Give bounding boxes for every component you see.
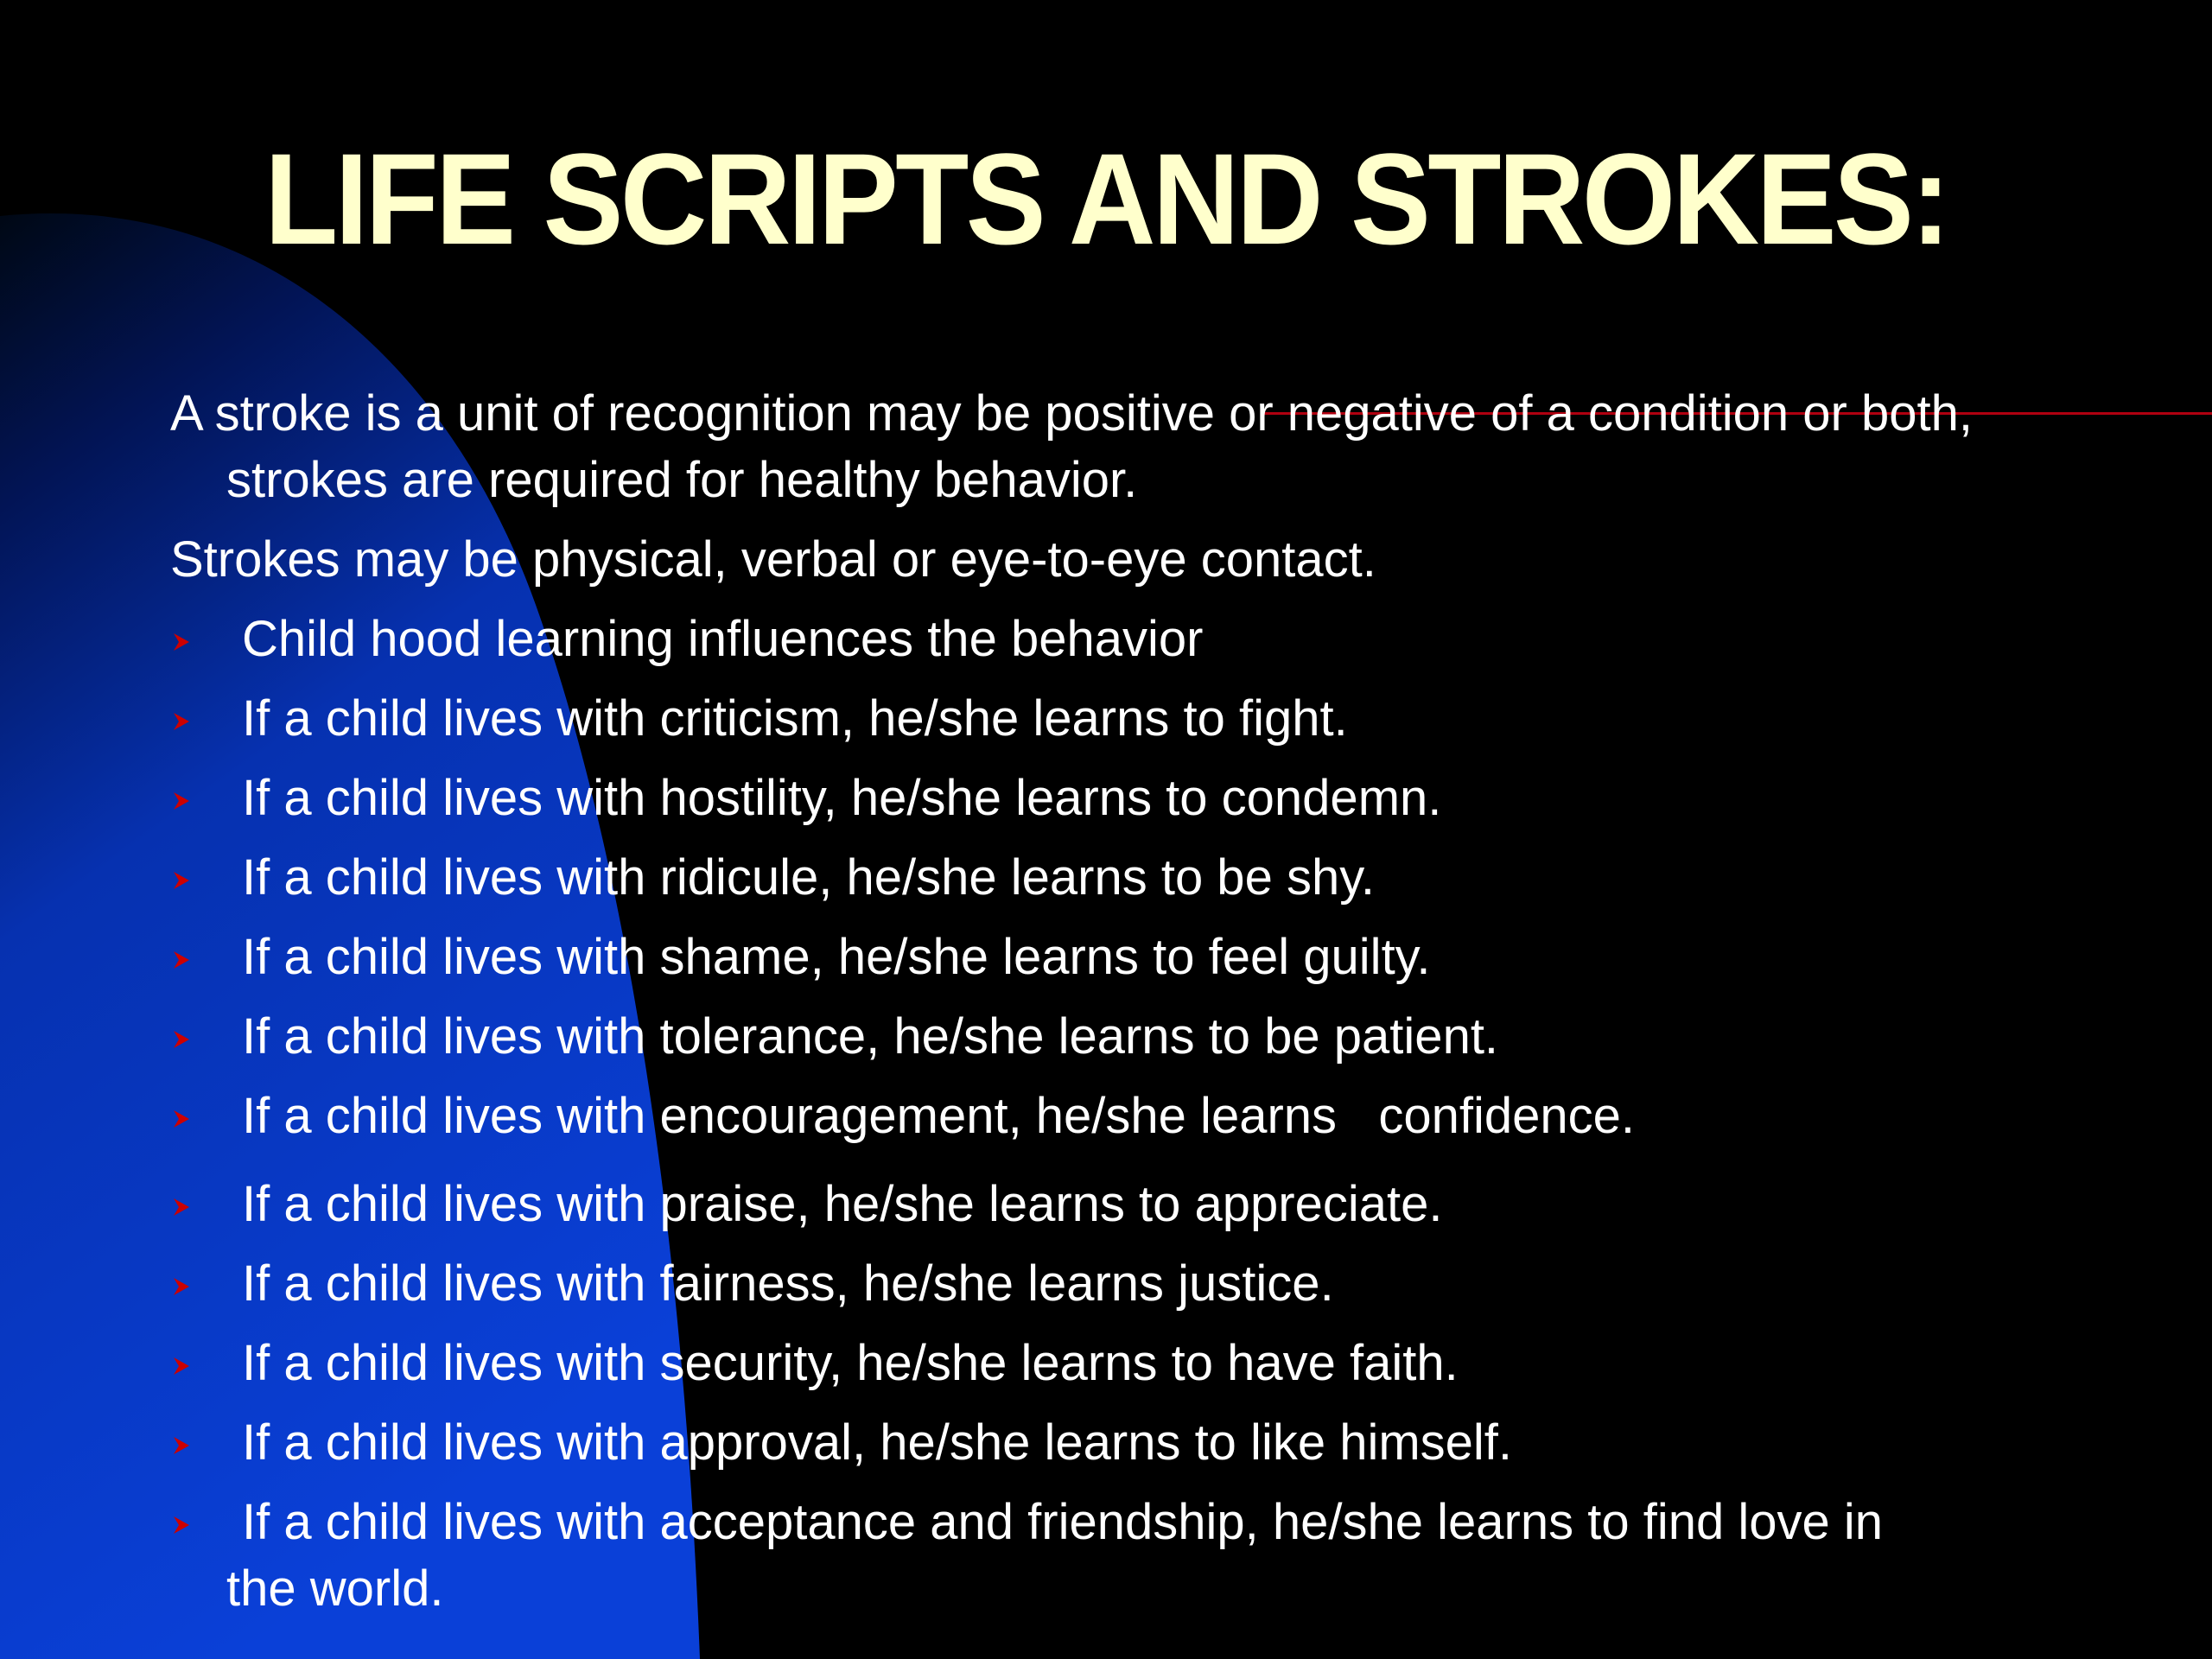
bullet-text: If a child lives with security, he/she learns to have faith. (242, 1335, 1459, 1391)
list-item (170, 765, 2114, 831)
slide-title: LIFE SCRIPTS AND STROKES: (264, 126, 1948, 271)
list-item (170, 844, 2114, 911)
red-arrowhead-icon (172, 1109, 191, 1129)
bullet-text: If a child lives with approval, he/she learns to like himself. (242, 1414, 1513, 1471)
slide-body (170, 380, 2114, 1635)
red-arrowhead-icon (172, 1197, 191, 1217)
red-arrowhead-icon (172, 950, 191, 970)
bullet-text-continuation: the world. (226, 1560, 444, 1617)
red-arrowhead-icon (172, 711, 191, 732)
bullet-text: If a child lives with criticism, he/she learns to fight. (242, 690, 1348, 747)
bullet-text: Child hood learning influences the behavior (242, 611, 1204, 667)
red-arrowhead-icon (172, 1276, 191, 1297)
red-arrowhead-icon (172, 632, 191, 652)
list-item (170, 1489, 2114, 1622)
red-arrowhead-icon (172, 791, 191, 811)
paragraph-stroke-types: Strokes may be physical, verbal or eye-to-eye contact. (170, 531, 1376, 588)
bullet-text: If a child lives with acceptance and friendship, he/she learns to find love in (242, 1494, 1883, 1550)
bullet-text: If a child lives with praise, he/she learns to appreciate. (242, 1176, 1443, 1232)
bullet-text: If a child lives with fairness, he/she learns justice. (242, 1255, 1334, 1312)
bullet-text: If a child lives with tolerance, he/she learns to be patient. (242, 1008, 1499, 1065)
red-arrowhead-icon (172, 1356, 191, 1376)
list-item (170, 1250, 2114, 1317)
red-arrowhead-icon (172, 1435, 191, 1456)
list-item (170, 924, 2114, 990)
paragraph-stroke-definition: A stroke is a unit of recognition may be positive or negative of a condition or both, strokes are required for healthy behavior. (170, 385, 1973, 508)
list-item (170, 685, 2114, 752)
bullet-text: If a child lives with encouragement, he/she learns confidence. (242, 1088, 1636, 1144)
bullet-text: If a child lives with ridicule, he/she learns to be shy. (242, 849, 1376, 906)
list-item (170, 606, 2114, 672)
red-arrowhead-icon (172, 1515, 191, 1535)
bullet-list (170, 606, 2114, 1622)
list-item (170, 1171, 2114, 1237)
bullet-text: If a child lives with hostility, he/she learns to condemn. (242, 770, 1442, 826)
list-item (170, 1003, 2114, 1070)
list-item (170, 1330, 2114, 1396)
bullet-text: If a child lives with shame, he/she learns to feel guilty. (242, 929, 1431, 985)
red-arrowhead-icon (172, 1029, 191, 1050)
red-arrowhead-icon (172, 870, 191, 891)
list-item (170, 1409, 2114, 1476)
list-item (170, 1083, 2114, 1149)
